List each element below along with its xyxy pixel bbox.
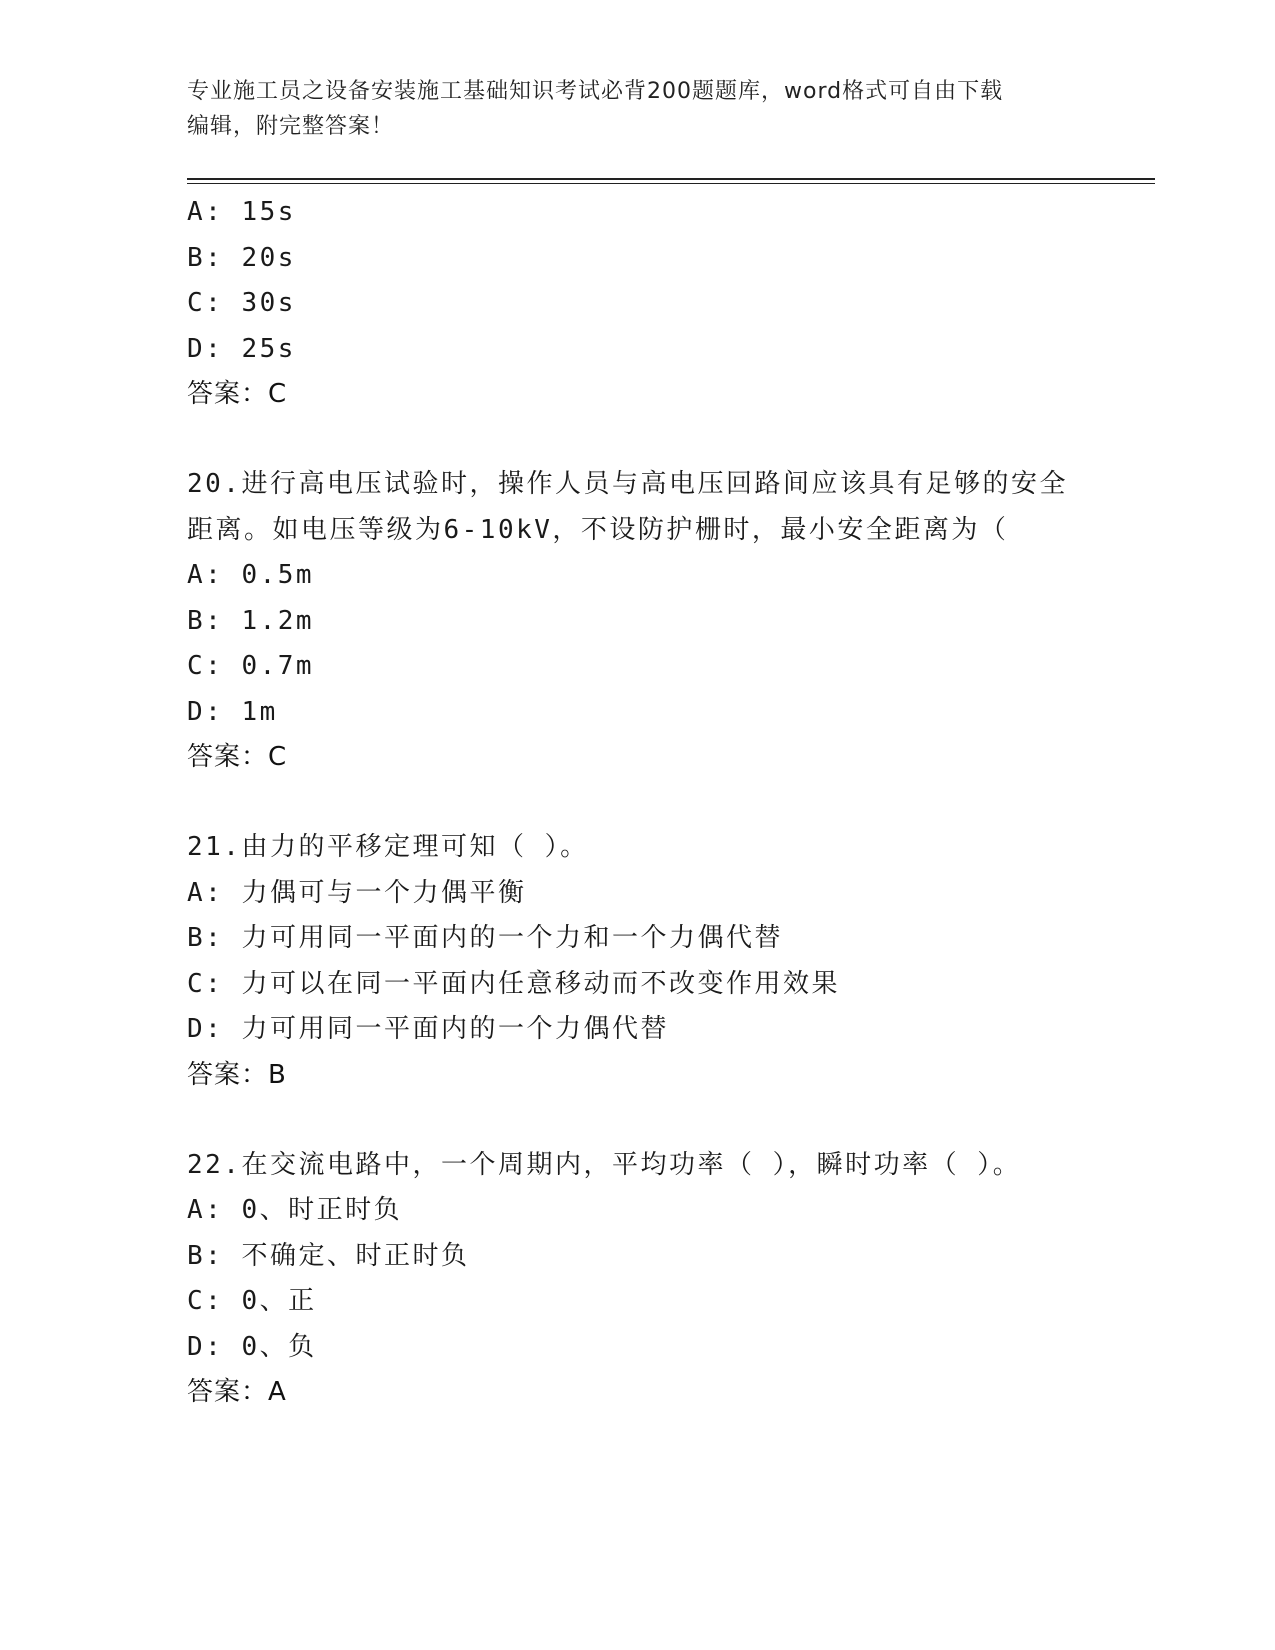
question-20-stem-line-2: 距离。如电压等级为6-10kV，不设防护栅时，最小安全距离为（: [187, 514, 1009, 545]
question-22-option-b: B: 不确定、时正时负: [187, 1240, 470, 1271]
question-21-stem: 21.由力的平移定理可知（ ）。: [187, 832, 589, 862]
question-19-option-c: C: 30s: [187, 288, 296, 318]
question-22-option-c: C: 0、正: [187, 1286, 317, 1316]
question-21-answer: 答案：B: [187, 1059, 287, 1090]
header-divider-bottom: [187, 183, 1155, 184]
question-21: [187, 825, 1155, 1098]
question-21-option-c: C: 力可以在同一平面内任意移动而不改变作用效果: [187, 968, 840, 999]
header-divider-top: [187, 178, 1155, 180]
question-list: [187, 190, 1155, 1415]
question-20: [187, 462, 1155, 780]
question-21-option-b: B: 力可用同一平面内的一个力和一个力偶代替: [187, 923, 783, 953]
document-header: [187, 74, 1087, 144]
question-22-option-a: A: 0、时正时负: [187, 1195, 403, 1225]
question-21-option-a: A: 力偶可与一个力偶平衡: [187, 877, 527, 908]
question-22: [187, 1143, 1155, 1416]
spacer: [187, 417, 1155, 462]
question-19-option-a: A: 15s: [187, 197, 296, 227]
spacer: [187, 1098, 1155, 1143]
question-19: [187, 190, 1155, 417]
question-20-option-b: B: 1.2m: [187, 605, 315, 636]
question-19-option-d: D: 25s: [187, 333, 296, 364]
spacer: [187, 780, 1155, 825]
question-19-answer: 答案：C: [187, 379, 288, 409]
header-title-line-1: 专业施工员之设备安装施工基础知识考试必背200题题库，word格式可自由下载: [187, 79, 1004, 104]
question-21-option-d: D: 力可用同一平面内的一个力偶代替: [187, 1014, 669, 1044]
header-title-line-2: 编辑，附完整答案！: [187, 114, 395, 139]
question-19-option-b: B: 20s: [187, 242, 296, 273]
question-20-option-a: A: 0.5m: [187, 560, 315, 590]
question-22-option-d: D: 0、负: [187, 1331, 317, 1362]
question-20-option-c: C: 0.7m: [187, 651, 315, 681]
question-22-stem: 22.在交流电路中，一个周期内，平均功率（ ），瞬时功率（ ）。: [187, 1149, 1022, 1180]
question-20-option-d: D: 1m: [187, 696, 278, 727]
question-22-answer: 答案：A: [187, 1377, 287, 1407]
question-20-answer: 答案：C: [187, 742, 288, 772]
question-20-stem-line-1: 20.进行高电压试验时，操作人员与高电压回路间应该具有足够的安全: [187, 469, 1068, 499]
